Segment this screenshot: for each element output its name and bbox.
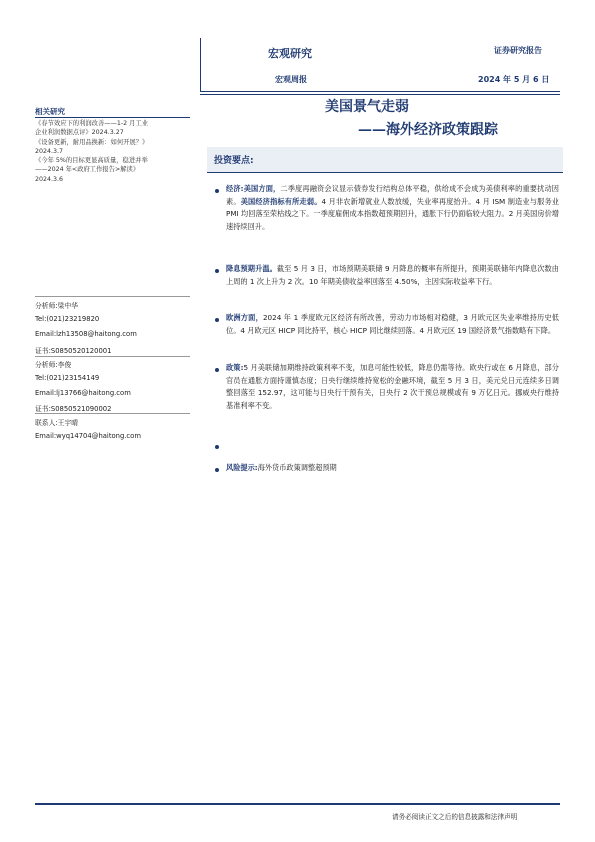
paragraph-text: 5 月美联储加期维持政策利率不变，加息可能性较低，降息仍需等待。欧央行或在 6 月降息，部分官员在通胀方面持谨慎态度；日央行继续维持宽松的金融环境，截至 5 月 3 日，美元兑日元连续多日调整回落至 152.97，这可能与日央行干预有关，日央行 2 次干预总规模或有 9 万亿日元。挪威央行维持基准利率不变。 [226, 363, 559, 410]
investment-heading-bar [207, 147, 563, 172]
analyst-cert: 证书:S0850520120001 [35, 347, 112, 355]
section-label: 宏观研究 [268, 47, 312, 60]
paragraph-label: 欧洲方面， [226, 313, 263, 322]
contact-name: 联系人:王宇晴 [35, 419, 79, 427]
paragraph-economy [226, 183, 559, 233]
related-research-heading: 相关研究 [35, 107, 65, 116]
paragraph-text: 4 月非农新增就业人数放缓，失业率再度抬升。4 月 ISM 制造业与服务业 PMI 均回落至荣枯线之下。一季度雇佣成本指数超预期回升，通胀下行仍面临较大阻力。2 月美国房价增速持续回升。 [226, 196, 559, 231]
header-rule [200, 91, 560, 92]
paragraph-label: 降息预期升温。 [226, 264, 277, 273]
paragraph-label: 经济:美国方面， [226, 184, 281, 193]
bullet-icon [215, 445, 221, 451]
paragraph-emphasis: 美国经济指标有所走弱。 [240, 196, 322, 206]
paragraph-label: 政策: [226, 363, 244, 372]
analyst-divider [35, 356, 190, 357]
bullet-icon [215, 318, 221, 324]
investment-heading-rule [207, 172, 563, 173]
bullet-icon [215, 468, 221, 474]
paragraph-text: 截至 5 月 3 日，市场预期美联储 9 月降息的概率有所提升，预期美联储年内降息次数由上周的 1 次上升为 2 次。10 年期美债收益率回落至 4.50%，主因实际收益率下行。 [226, 264, 559, 286]
analyst-tel: Tel:(021)23154149 [35, 374, 100, 382]
bullet-icon [215, 368, 221, 374]
analyst-cert: 证书:S0850521090002 [35, 405, 112, 413]
related-item[interactable]: 《设备更新，耐用品换新：如何开展？》 [35, 138, 149, 146]
paragraph-europe [226, 312, 559, 337]
related-item[interactable]: 企业利润数据点评》2024.3.27 [35, 129, 124, 137]
related-item[interactable]: ——2024 年<政府工作报告>解读》 [35, 166, 140, 174]
page-title: 美国景气走弱 [325, 99, 409, 115]
analyst-email[interactable]: Email:lzh13508@haitong.com [35, 330, 137, 338]
analyst-tel: Tel:(021)23219820 [35, 315, 100, 323]
contact-email[interactable]: Email:wyq14704@haitong.com [35, 432, 141, 440]
report-category: 宏观周报 [275, 75, 307, 84]
paragraph-risk [226, 462, 559, 475]
page-subtitle: ——海外经济政策跟踪 [358, 122, 498, 138]
paragraph-text: 2024 年 1 季度欧元区经济有所改善，劳动力市场相对稳健，3 月欧元区失业率维持历史低位。4 月欧元区 HICP 同比持平，核心 HICP 同比继续回落。4 月欧元区 19 国经济景气指数略有下降。 [226, 313, 559, 335]
related-item[interactable]: 2024.3.7 [35, 147, 64, 155]
paragraph-text: 海外货币政策调整超预期 [257, 463, 337, 472]
analyst-email[interactable]: Email:lj13766@haitong.com [35, 389, 131, 397]
header-divider [200, 38, 201, 92]
analyst-name: 分析师:李俊 [35, 361, 72, 369]
related-research-list [35, 119, 195, 184]
footer-rule [35, 803, 560, 805]
related-item[interactable]: 2024.3.6 [35, 175, 64, 183]
header-rule-thin [200, 94, 560, 95]
report-date: 2024 年 5 月 6 日 [478, 75, 550, 84]
footer-disclaimer: 请务必阅读正文之后的信息披露和法律声明 [392, 813, 518, 821]
report-type: 证券研究报告 [494, 46, 542, 55]
paragraph-label: 风险提示: [226, 463, 258, 472]
bullet-icon [215, 269, 221, 275]
related-item[interactable]: 《春节效应下的利润改善——1-2 月工业 [35, 120, 149, 127]
related-research-rule [35, 117, 190, 118]
paragraph-policy [226, 362, 559, 412]
analyst-name: 分析师:梁中华 [35, 302, 79, 310]
related-item[interactable]: 《今年 5%的目标更显高质量，稳进并举 [35, 157, 148, 165]
investment-heading: 投资要点: [214, 156, 254, 166]
analyst-divider [35, 296, 190, 297]
bullet-icon [215, 189, 221, 195]
paragraph-rate-cut [226, 263, 559, 288]
paragraph-text: 二季度再融资会议显示债券发行结构总体平稳，供给成不会成为美债利率的重要扰动因素。 [226, 184, 559, 206]
analyst-divider [35, 413, 190, 414]
